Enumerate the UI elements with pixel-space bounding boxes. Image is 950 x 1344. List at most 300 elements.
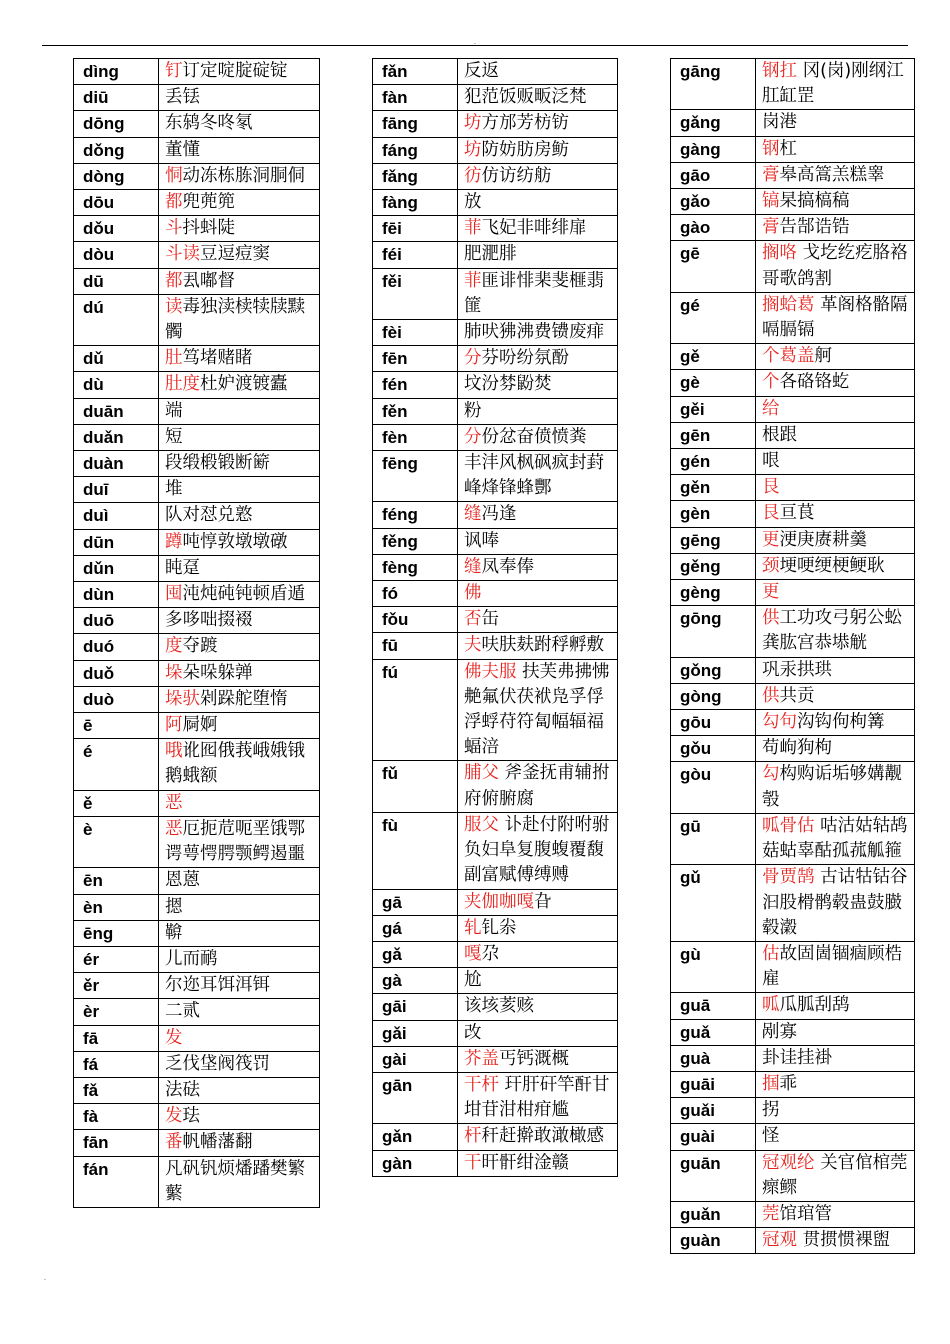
characters: 堆 — [165, 479, 183, 500]
table-row — [671, 580, 915, 606]
polyphonic-characters: 艮 — [762, 503, 780, 524]
characters-cell — [458, 889, 618, 915]
characters-cell — [159, 739, 320, 790]
pinyin-cell: féi — [373, 242, 458, 268]
pinyin-cell: dūn — [74, 529, 159, 555]
characters-cell — [458, 633, 618, 659]
pinyin-cell: duǎn — [74, 424, 159, 450]
polyphonic-characters: 阿 — [165, 715, 183, 736]
polyphonic-characters: 都 — [165, 192, 183, 213]
table-row — [74, 424, 320, 450]
pinyin-cell: duǒ — [74, 660, 159, 686]
polyphonic-characters: 干 — [464, 1152, 482, 1173]
characters-cell — [458, 812, 618, 889]
characters-cell — [458, 424, 618, 450]
characters: 吨惇敦墩墩礅 — [182, 531, 288, 552]
pinyin-cell: fān — [74, 1130, 159, 1156]
pinyin-cell: gě — [671, 344, 756, 370]
characters: 馆琯管 — [779, 1203, 832, 1224]
pinyin-cell: guāi — [671, 1071, 756, 1097]
table-row — [373, 85, 618, 111]
polyphonic-characters: 供 — [762, 608, 780, 629]
pinyin-cell: èr — [74, 999, 159, 1025]
characters: 杲搞槁稿 — [779, 191, 850, 212]
polyphonic-characters: 菲 — [464, 270, 482, 291]
characters: 根跟 — [762, 424, 797, 445]
pinyin-cell: gèn — [671, 501, 756, 527]
pinyin-cell: gěn — [671, 475, 756, 501]
table-row — [671, 162, 915, 188]
table-row — [373, 424, 618, 450]
polyphonic-characters: 轧 — [464, 917, 482, 938]
characters-cell — [159, 294, 320, 345]
characters: 防妨肪房鲂 — [481, 139, 569, 160]
polyphonic-characters: 发 — [165, 1027, 183, 1048]
characters-cell — [159, 372, 320, 398]
polyphonic-characters: 垛 — [165, 662, 183, 683]
polyphonic-characters: 肚 — [165, 348, 183, 369]
characters: 动冻栋胨洞胴侗 — [182, 165, 305, 186]
characters: 呋肤麸跗稃孵敷 — [481, 635, 604, 656]
characters-cell — [756, 1045, 915, 1071]
characters-cell — [756, 1071, 915, 1097]
polyphonic-characters: 夹伽咖嘎 — [464, 891, 534, 912]
characters-cell — [458, 111, 618, 137]
pinyin-cell: gàng — [671, 136, 756, 162]
polyphonic-characters: 番 — [165, 1132, 183, 1153]
characters-cell — [458, 659, 618, 761]
characters-cell — [458, 242, 618, 268]
pinyin-cell: ē — [74, 713, 159, 739]
characters: 短 — [165, 426, 183, 447]
table-row — [74, 634, 320, 660]
table-row — [671, 1071, 915, 1097]
polyphonic-characters: 镐 — [762, 191, 780, 212]
pinyin-cell: gāi — [373, 994, 458, 1020]
table-row — [74, 713, 320, 739]
pinyin-cell: fā — [74, 1025, 159, 1051]
pinyin-cell: guā — [671, 993, 756, 1019]
table-row — [671, 606, 915, 657]
polyphonic-characters: 菲 — [464, 218, 482, 239]
characters-cell — [159, 216, 320, 242]
pinyin-cell: diū — [74, 85, 159, 111]
polyphonic-characters: 冠观 — [762, 1230, 797, 1251]
polyphonic-characters: 垛驮 — [165, 688, 200, 709]
polyphonic-characters: 骨贾鹄 — [762, 867, 815, 888]
characters: 毒独渎椟犊牍黩髑 — [165, 296, 305, 343]
table-row — [74, 85, 320, 111]
pinyin-cell: guān — [671, 1150, 756, 1201]
characters: 犯范饭贩畈泛梵 — [464, 87, 587, 108]
characters: 各硌铬虼 — [779, 372, 850, 393]
table-row — [671, 553, 915, 579]
table-row — [671, 1045, 915, 1071]
pinyin-cell: fēn — [373, 346, 458, 372]
characters-cell — [756, 189, 915, 215]
table-row — [74, 294, 320, 345]
characters: 队对怼兑憝 — [165, 505, 253, 526]
table-row — [74, 477, 320, 503]
characters: 肺吠狒沸费镄废痱 — [464, 322, 604, 343]
pinyin-cell: dù — [74, 372, 159, 398]
table-row — [373, 889, 618, 915]
characters-cell — [458, 216, 618, 242]
polyphonic-characters: 斗读 — [165, 244, 200, 265]
characters-cell — [458, 85, 618, 111]
polyphonic-characters: 芥盖 — [464, 1048, 499, 1069]
table-row — [373, 451, 618, 502]
table-row — [671, 396, 915, 422]
characters-cell — [458, 451, 618, 502]
characters-cell — [756, 449, 915, 475]
pinyin-cell: fū — [373, 633, 458, 659]
characters-cell — [756, 941, 915, 992]
characters-cell — [458, 1150, 618, 1176]
pinyin-cell: ēn — [74, 868, 159, 894]
pinyin-cell: fén — [373, 372, 458, 398]
pinyin-cell: gěng — [671, 553, 756, 579]
characters-cell — [159, 816, 320, 867]
characters-cell — [756, 370, 915, 396]
characters: 丢铥 — [165, 87, 200, 108]
characters: 订定啶腚碇锭 — [182, 61, 288, 81]
pinyin-cell: gāo — [671, 162, 756, 188]
characters-cell — [159, 1051, 320, 1077]
characters-cell — [458, 163, 618, 189]
pinyin-cell: dùn — [74, 582, 159, 608]
characters: 乏伐垡阀筏罚 — [165, 1053, 270, 1074]
characters: 儿而鸸 — [165, 948, 218, 969]
characters: 革阁格骼隔嗝膈镉 — [762, 294, 908, 341]
characters-cell — [159, 398, 320, 424]
characters-cell — [458, 915, 618, 941]
pinyin-cell: gǎi — [373, 1020, 458, 1046]
characters-cell — [756, 396, 915, 422]
table-row — [74, 946, 320, 972]
characters-cell — [458, 528, 618, 554]
characters: 斧釜抚甫辅拊府俯腑腐 — [464, 763, 610, 809]
pinyin-cell: dǔ — [74, 346, 159, 372]
pinyin-cell: gǒng — [671, 657, 756, 683]
characters-cell — [458, 1124, 618, 1150]
pinyin-cell: dǔn — [74, 555, 159, 581]
table-row — [74, 999, 320, 1025]
characters-cell — [159, 555, 320, 581]
characters-cell — [159, 973, 320, 999]
characters-cell — [756, 475, 915, 501]
characters-cell — [756, 710, 915, 736]
table-row — [671, 110, 915, 136]
table-row — [74, 816, 320, 867]
characters-cell — [458, 372, 618, 398]
table-row — [373, 761, 618, 812]
table-row — [671, 449, 915, 475]
polyphonic-characters: 艮 — [762, 477, 780, 498]
table-row — [373, 1150, 618, 1176]
characters: 法砝 — [165, 1079, 200, 1100]
table-row — [671, 215, 915, 241]
characters-cell — [756, 59, 915, 110]
characters-cell — [756, 553, 915, 579]
pinyin-cell: duì — [74, 503, 159, 529]
characters: 肥淝腓 — [464, 244, 517, 265]
table-row — [74, 1130, 320, 1156]
characters-cell — [458, 941, 618, 967]
pinyin-cell: gōu — [671, 710, 756, 736]
characters: 份忿奋偾愤粪 — [481, 426, 587, 447]
table-row — [373, 1020, 618, 1046]
polyphonic-characters: 膏 — [762, 164, 780, 185]
polyphonic-characters: 哦 — [165, 741, 183, 762]
table-row — [671, 59, 915, 110]
characters: 讣赴付附咐驸负妇阜复腹蝮覆馥副富赋傅缚赙 — [464, 814, 610, 886]
characters: 沌炖砘钝顿盾遁 — [182, 584, 305, 605]
characters-cell — [756, 136, 915, 162]
characters-cell — [458, 190, 618, 216]
characters-cell — [756, 865, 915, 942]
characters-cell — [756, 683, 915, 709]
pinyin-cell: fēng — [373, 451, 458, 502]
pinyin-cell: dū — [74, 268, 159, 294]
polyphonic-characters: 都 — [165, 270, 183, 291]
table-row — [74, 868, 320, 894]
characters-cell — [159, 608, 320, 634]
polyphonic-characters: 度 — [165, 636, 183, 657]
polyphonic-characters: 更 — [762, 529, 780, 550]
characters: 飞妃非啡绯扉 — [481, 218, 587, 239]
table-row — [671, 1019, 915, 1045]
pinyin-cell: èn — [74, 894, 159, 920]
characters-cell — [756, 993, 915, 1019]
characters: 屙婀 — [182, 715, 218, 736]
characters-cell — [159, 1104, 320, 1130]
polyphonic-characters: 缝 — [464, 556, 482, 577]
characters-cell — [159, 790, 320, 816]
pinyin-cell: dòng — [74, 163, 159, 189]
characters: 豆逗痘窦 — [200, 244, 270, 265]
characters-cell — [756, 292, 915, 343]
characters: 剁跺舵堕惰 — [200, 688, 288, 709]
pinyin-cell: gù — [671, 941, 756, 992]
characters-cell — [756, 580, 915, 606]
pinyin-cell: duó — [74, 634, 159, 660]
table-row — [671, 762, 915, 813]
characters-cell — [458, 761, 618, 812]
characters-cell — [159, 85, 320, 111]
table-row — [373, 137, 618, 163]
characters: 仿访纺舫 — [481, 165, 552, 186]
table-row — [373, 607, 618, 633]
pinyin-cell: è — [74, 816, 159, 867]
table-row — [671, 344, 915, 370]
polyphonic-characters: 搁咯 — [762, 243, 797, 264]
table-row — [74, 582, 320, 608]
pinyin-table-column-2 — [372, 58, 618, 1177]
characters-cell — [159, 137, 320, 163]
polyphonic-characters: 呱骨估 — [762, 815, 815, 836]
characters: 厄扼苊呃垩饿鄂谔萼愕腭颚鳄遏噩 — [165, 818, 305, 865]
pinyin-cell: guǎ — [671, 1019, 756, 1045]
characters: 故固崮锢痼顾梏雇 — [762, 943, 902, 990]
pinyin-cell: ě — [74, 790, 159, 816]
polyphonic-characters: 缝 — [464, 504, 482, 525]
pinyin-cell: fěng — [373, 528, 458, 554]
table-row — [74, 59, 320, 85]
pinyin-cell: dōu — [74, 190, 159, 216]
pinyin-cell: dú — [74, 294, 159, 345]
characters-cell — [159, 582, 320, 608]
characters-cell — [159, 868, 320, 894]
characters: 放 — [464, 192, 482, 213]
table-row — [74, 1077, 320, 1103]
characters-cell — [159, 163, 320, 189]
pinyin-cell: dǒu — [74, 216, 159, 242]
pinyin-cell: gǎo — [671, 189, 756, 215]
characters-cell — [756, 1124, 915, 1150]
table-row — [373, 1046, 618, 1072]
pinyin-cell: fǎng — [373, 163, 458, 189]
characters: 巩汞拱珙 — [762, 659, 832, 680]
characters-cell — [458, 502, 618, 528]
table-row — [671, 370, 915, 396]
characters-cell — [159, 59, 320, 85]
table-row — [373, 242, 618, 268]
pinyin-cell: ěr — [74, 973, 159, 999]
table-row — [74, 790, 320, 816]
pinyin-cell: dōng — [74, 111, 159, 137]
polyphonic-characters: 勾句 — [762, 712, 797, 733]
characters: 沟钩佝枸篝 — [797, 712, 885, 733]
characters-cell — [159, 529, 320, 555]
characters: 讹囮俄莪峨娥锇鹅蛾额 — [165, 741, 305, 787]
characters-cell — [756, 422, 915, 448]
characters: 瓜胍刮鸹 — [779, 995, 850, 1016]
table-row — [74, 894, 320, 920]
characters-cell — [756, 657, 915, 683]
pinyin-cell: guài — [671, 1124, 756, 1150]
characters-cell — [159, 713, 320, 739]
table-row — [74, 608, 320, 634]
table-row — [373, 59, 618, 85]
polyphonic-characters: 佛夫服 — [464, 661, 517, 682]
polyphonic-characters: 坊 — [464, 139, 482, 160]
characters-cell — [756, 606, 915, 657]
table-row — [373, 398, 618, 424]
characters: 该垓荄赅 — [464, 996, 534, 1017]
table-row — [373, 372, 618, 398]
polyphonic-characters: 分 — [464, 348, 482, 369]
pinyin-cell: fèn — [373, 424, 458, 450]
characters: 恩蒽 — [165, 870, 200, 891]
characters: 凤奉俸 — [481, 556, 534, 577]
polyphonic-characters: 佛 — [464, 583, 482, 604]
characters: 兜蔸篼 — [182, 192, 235, 213]
table-row — [74, 686, 320, 712]
table-row — [671, 422, 915, 448]
table-row — [74, 137, 320, 163]
characters: 共贡 — [779, 685, 815, 706]
characters: 玕肝矸竿酐甘坩苷泔柑疳尴 — [464, 1074, 610, 1121]
characters: 杜妒渡镀蠹 — [200, 374, 288, 395]
polyphonic-characters: 膏 — [762, 217, 780, 238]
table-row — [671, 1098, 915, 1124]
pinyin-cell: fǎ — [74, 1077, 159, 1103]
pinyin-cell: gū — [671, 813, 756, 864]
characters: 扶芙弗拂怫艴氟伏茯袱凫孚俘浮蜉苻符匐幅辐福蝠涪 — [464, 661, 610, 758]
characters: 笃堵赌睹 — [182, 348, 253, 369]
pinyin-cell: gōng — [671, 606, 756, 657]
table-row — [74, 111, 320, 137]
characters-cell — [159, 1025, 320, 1051]
characters: 珐 — [182, 1106, 200, 1127]
polyphonic-characters: 干杆 — [464, 1074, 499, 1095]
characters-cell — [458, 268, 618, 319]
characters: 埂哽绠梗鲠耿 — [779, 555, 885, 576]
polyphonic-characters: 发 — [165, 1106, 183, 1127]
table-row — [671, 657, 915, 683]
pinyin-cell: gē — [671, 241, 756, 292]
pinyin-cell: gén — [671, 449, 756, 475]
characters-cell — [159, 1130, 320, 1156]
pinyin-cell: gà — [373, 968, 458, 994]
table-row — [671, 292, 915, 343]
table-row — [671, 1228, 915, 1254]
characters-cell — [159, 242, 320, 268]
table-row — [74, 372, 320, 398]
pinyin-cell: gěi — [671, 396, 756, 422]
characters-cell — [458, 607, 618, 633]
pinyin-cell: é — [74, 739, 159, 790]
characters-cell — [458, 1072, 618, 1123]
polyphonic-characters: 恫 — [165, 165, 183, 186]
characters: 凡矾钒烦燔蹯樊繁蘩 — [165, 1158, 305, 1204]
pinyin-cell: fǔ — [373, 761, 458, 812]
polyphonic-characters: 嘎 — [464, 943, 482, 964]
table-row — [373, 502, 618, 528]
table-row — [373, 1072, 618, 1123]
characters-cell — [159, 920, 320, 946]
characters: 讽唪 — [464, 530, 499, 551]
pinyin-cell: fó — [373, 581, 458, 607]
table-row — [74, 973, 320, 999]
characters: 钆尜 — [481, 917, 517, 938]
pinyin-cell: gǒu — [671, 736, 756, 762]
pinyin-cell: fán — [74, 1156, 159, 1207]
table-row — [373, 268, 618, 319]
characters: 丰沣风枫砜疯封葑峰烽锋蜂酆 — [464, 453, 604, 499]
characters: 方邡芳枋钫 — [481, 113, 569, 134]
table-row — [671, 710, 915, 736]
pinyin-cell: gā — [373, 889, 458, 915]
table-row — [373, 659, 618, 761]
characters-cell — [458, 994, 618, 1020]
polyphonic-characters: 搁蛤葛 — [762, 294, 815, 315]
polyphonic-characters: 否 — [464, 609, 482, 630]
pinyin-cell: fàn — [373, 85, 458, 111]
characters-cell — [458, 398, 618, 424]
characters-cell — [756, 736, 915, 762]
polyphonic-characters: 恶 — [165, 818, 183, 839]
pinyin-cell: guà — [671, 1045, 756, 1071]
characters: 构购诟垢够媾觏彀 — [762, 764, 902, 810]
pinyin-cell: gè — [671, 370, 756, 396]
table-row — [74, 451, 320, 477]
pinyin-cell: duō — [74, 608, 159, 634]
characters: 端 — [165, 400, 183, 421]
pinyin-cell: fáng — [373, 137, 458, 163]
characters-cell — [159, 946, 320, 972]
